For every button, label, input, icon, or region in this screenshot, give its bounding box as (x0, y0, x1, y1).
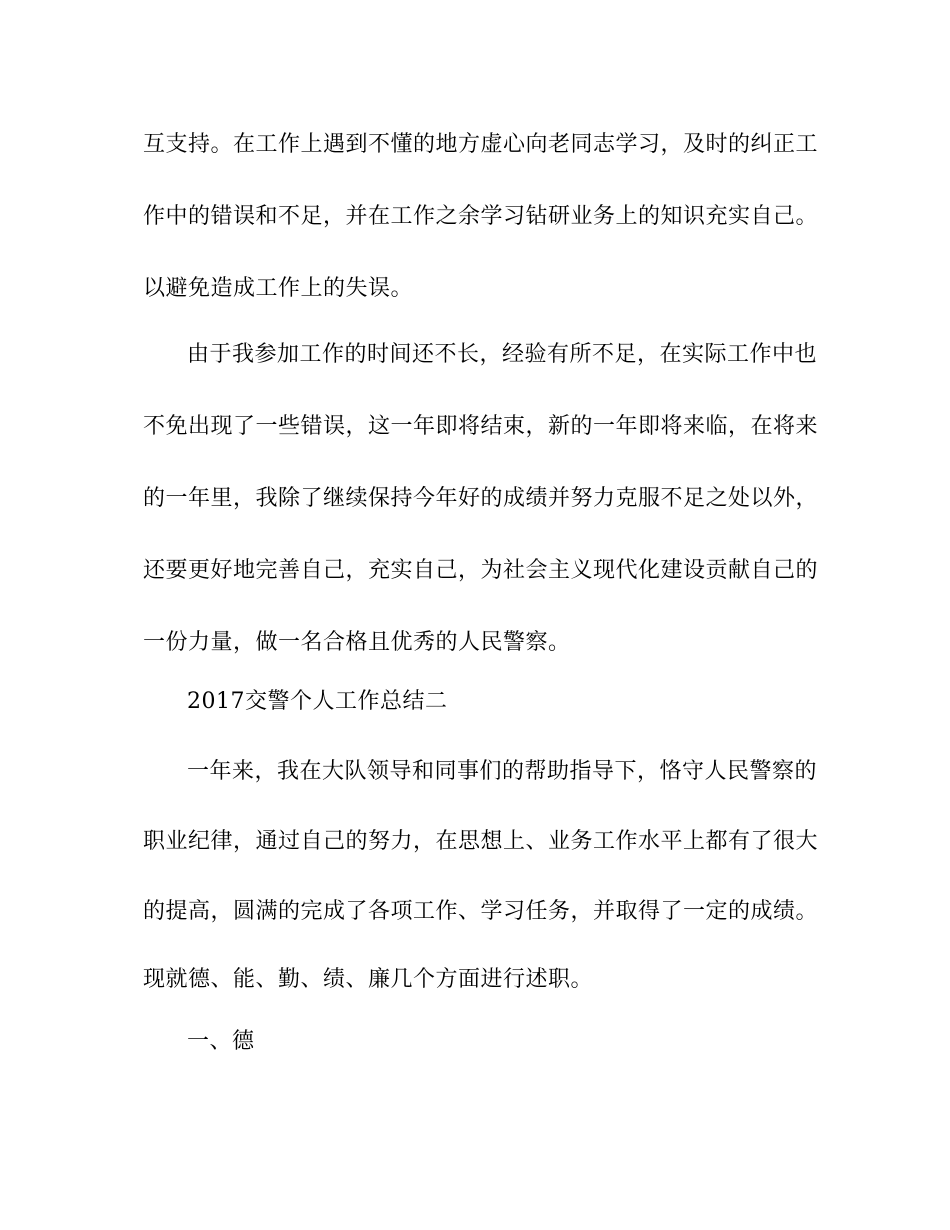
paragraph-line: 的一年里，我除了继续保持今年好的成绩并努力克服不足之处以外， (143, 486, 819, 511)
paragraph-line: 互支持。在工作上遇到不懂的地方虚心向老同志学习，及时的纠正工 (143, 132, 819, 157)
paragraph-line: 一年来，我在大队领导和同事们的帮助指导下，恪守人民警察的 (187, 759, 818, 784)
paragraph-line: 的提高，圆满的完成了各项工作、学习任务，并取得了一定的成绩。 (143, 899, 819, 924)
paragraph-line: 一份力量，做一名合格且优秀的人民警察。 (143, 630, 571, 655)
paragraph-line: 现就德、能、勤、绩、廉几个方面进行述职。 (143, 967, 594, 992)
paragraph-line: 职业纪律，通过自己的努力，在思想上、业务工作水平上都有了很大 (143, 829, 819, 854)
section-heading: 一、德 (187, 1029, 255, 1054)
section-heading: 2017交警个人工作总结二 (187, 689, 448, 714)
paragraph-line: 作中的错误和不足，并在工作之余学习钻研业务上的知识充实自己。 (143, 204, 819, 229)
paragraph-line: 不免出现了一些错误，这一年即将结束，新的一年即将来临，在将来 (143, 414, 819, 439)
paragraph-line: 由于我参加工作的时间还不长，经验有所不足，在实际工作中也 (187, 342, 818, 367)
paragraph-line: 还要更好地完善自己，充实自己，为社会主义现代化建设贡献自己的 (143, 558, 819, 583)
paragraph-line: 以避免造成工作上的失误。 (143, 276, 414, 301)
